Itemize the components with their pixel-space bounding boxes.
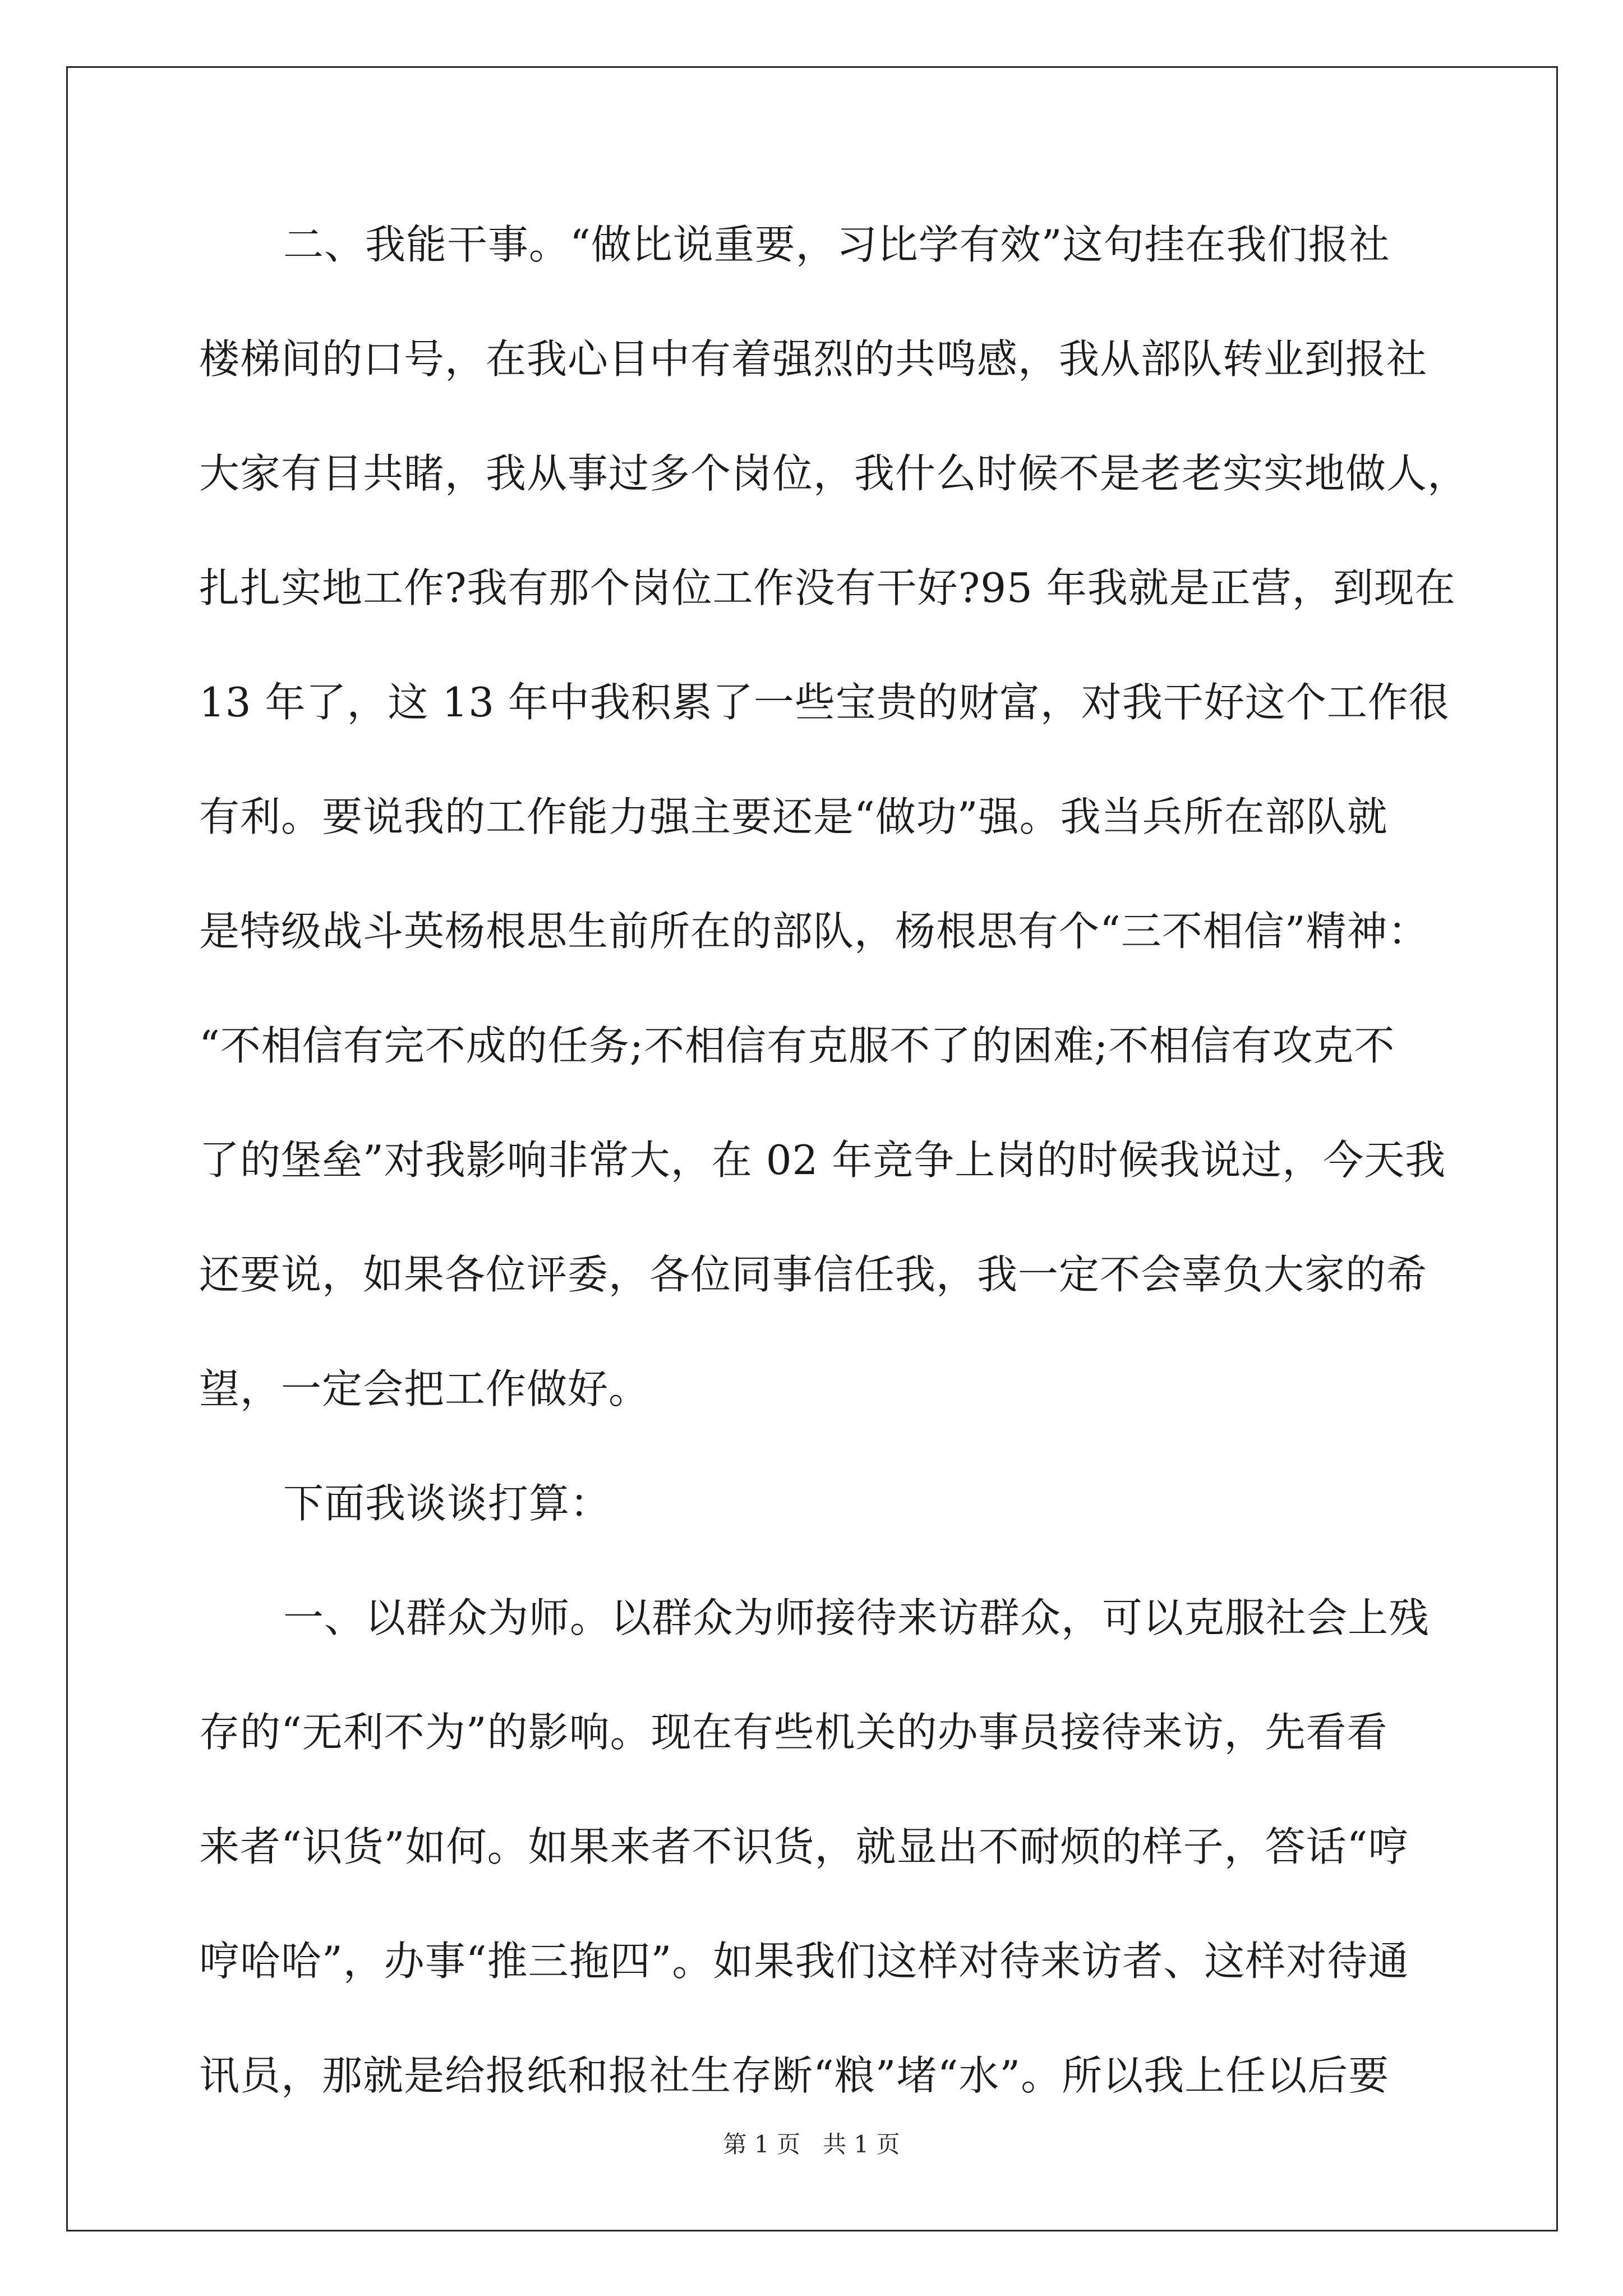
text-line: 存的“无利不为”的影响。现在有些机关的办事员接待来访，先看看 xyxy=(199,1709,1388,1756)
text-line: 还要说，如果各位评委，各位同事信任我，我一定不会辜负大家的希 xyxy=(199,1251,1428,1298)
text-line: 讯员，那就是给报纸和报社生存断“粮”堵“水”。所以我上任以后要 xyxy=(199,2052,1390,2099)
text-line: “不相信有完不成的任务;不相信有克服不了的困难;不相信有攻克不 xyxy=(199,1022,1395,1069)
text-line: 哼哈哈”，办事“推三拖四”。如果我们这样对待来访者、这样对待通 xyxy=(199,1938,1409,1985)
text-line: 扎扎实地工作?我有那个岗位工作没有干好?95 年我就是正营，到现在 xyxy=(199,564,1456,611)
text-line: 下面我谈谈打算： xyxy=(283,1480,611,1527)
text-line: 来者“识货”如何。如果来者不识货，就显出不耐烦的样子，答话“哼 xyxy=(199,1823,1409,1870)
text-line: 一、以群众为师。以群众为师接待来访群众，可以克服社会上残 xyxy=(283,1594,1430,1641)
text-line: 二、我能干事。“做比说重要，习比学有效”这句挂在我们报社 xyxy=(283,221,1390,268)
text-line: 13 年了，这 13 年中我积累了一些宝贵的财富，对我干好这个工作很 xyxy=(199,679,1450,726)
text-line: 望，一定会把工作做好。 xyxy=(199,1365,650,1412)
text-line: 了的堡垒”对我影响非常大，在 02 年竞争上岗的时候我说过，今天我 xyxy=(199,1137,1446,1184)
text-line: 有利。要说我的工作能力强主要还是“做功”强。我当兵所在部队就 xyxy=(199,793,1388,840)
text-line: 大家有目共睹，我从事过多个岗位，我什么时候不是老老实实地做人， xyxy=(199,450,1469,497)
document-body xyxy=(199,205,1469,2150)
page-number-footer: 第 1 页 共 1 页 xyxy=(723,2131,900,2158)
text-line: 是特级战斗英杨根思生前所在的部队，杨根思有个“三不相信”精神： xyxy=(199,908,1429,955)
text-line: 楼梯间的口号，在我心目中有着强烈的共鸣感，我从部队转业到报社 xyxy=(199,335,1428,383)
